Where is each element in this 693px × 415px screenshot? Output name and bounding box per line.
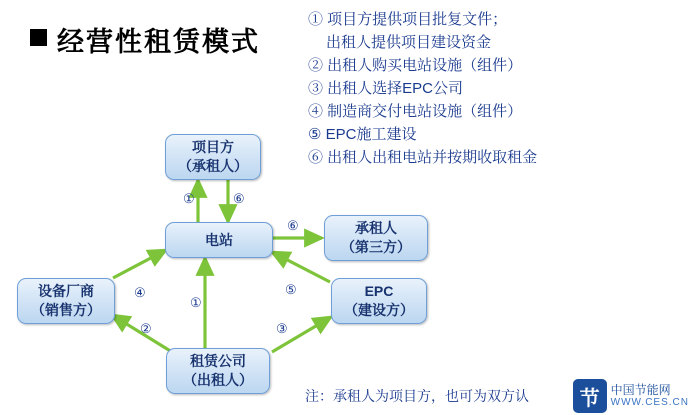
watermark-text	[611, 383, 689, 409]
node-leasing-company-line2: （出租人）	[183, 372, 253, 388]
legend-item-1-cont: 出租人提供项目建设资金	[326, 34, 492, 51]
legend-item-3: ③ 出租人选择EPC公司	[308, 80, 464, 97]
watermark-site-name: 中国节能网	[610, 383, 671, 397]
node-equipment-maker[interactable]	[17, 278, 115, 324]
legend-item-5: ⑤ EPC施工建设	[308, 126, 417, 143]
arrow-label-6a: ⑥	[233, 191, 245, 206]
node-epc-line2: （建设方）	[344, 302, 414, 318]
arrow-label-6b: ⑥	[287, 218, 299, 233]
watermark-badge-icon: 节	[573, 379, 607, 413]
node-power-station-line1: 电站	[205, 231, 233, 248]
arrow-label-2: ②	[140, 321, 152, 336]
page-title: 经营性租赁模式	[57, 27, 260, 57]
arrow-label-1b: ①	[190, 295, 202, 310]
node-project-party-line2: （承租人）	[178, 158, 248, 174]
arrow-label-5: ⑤	[285, 282, 297, 297]
legend-item-2: ② 出租人购买电站设施（组件）	[308, 57, 523, 74]
node-project-party[interactable]	[165, 134, 261, 180]
node-epc[interactable]	[331, 278, 427, 324]
node-leasing-company[interactable]	[166, 348, 270, 394]
node-project-party-line1: 项目方	[192, 139, 234, 155]
node-power-station[interactable]	[165, 222, 273, 258]
arrow-label-1a: ①	[183, 191, 195, 206]
node-epc-line1: EPC	[364, 283, 394, 299]
legend-item-4: ④ 制造商交付电站设施（组件）	[308, 103, 523, 120]
arrow-label-3: ③	[276, 321, 288, 336]
node-equipment-maker-line2: （销售方）	[31, 302, 101, 318]
legend-item-1: ① 项目方提供项目批复文件；	[308, 11, 508, 28]
node-equipment-maker-line1: 设备厂商	[38, 283, 94, 299]
watermark-site-url: WWW.CES.CN	[610, 397, 689, 408]
node-leasing-company-line1: 租赁公司	[190, 353, 246, 369]
arrow-label-4: ④	[134, 285, 146, 300]
node-lessee-third-party-line1: 承租人	[355, 220, 397, 236]
node-lessee-third-party[interactable]	[324, 215, 428, 261]
watermark	[573, 379, 689, 413]
legend-item-6: ⑥ 出租人出租电站并按期收取租金	[308, 149, 538, 166]
footnote: 注：承租人为项目方，也可为双方认	[305, 388, 529, 404]
node-lessee-third-party-line2: （第三方）	[341, 239, 411, 255]
